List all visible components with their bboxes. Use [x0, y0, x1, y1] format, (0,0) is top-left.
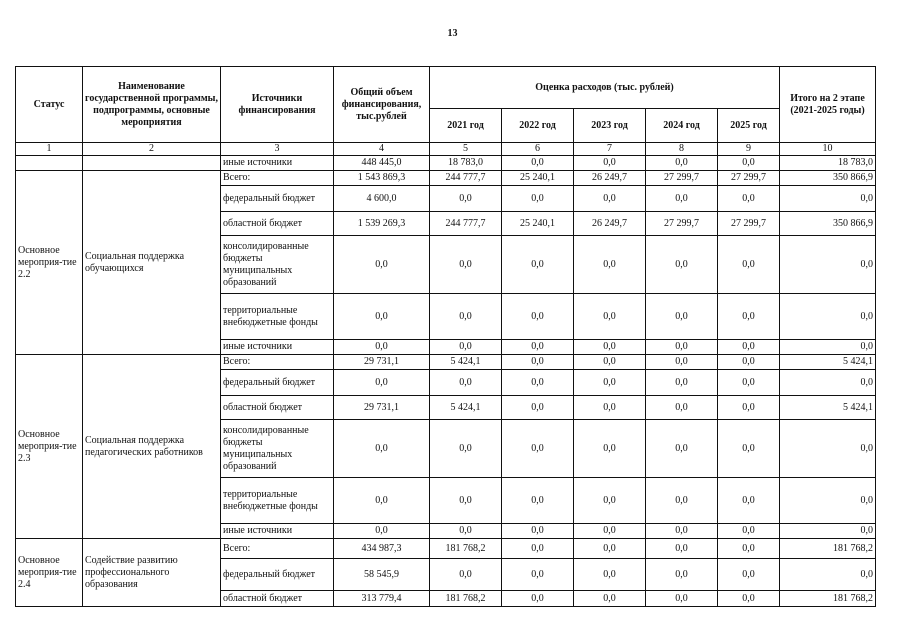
page-number: 13 [447, 28, 458, 39]
source-cell: иные источники [221, 156, 334, 171]
value-cell: 0,0 [718, 539, 780, 559]
value-cell: 0,0 [718, 524, 780, 539]
value-cell: 0,0 [574, 396, 646, 420]
value-cell: 0,0 [780, 186, 876, 212]
value-cell: 0,0 [334, 524, 430, 539]
header-status: Статус [16, 67, 83, 143]
value-cell: 0,0 [502, 355, 574, 370]
program-name-cell: Содействие развитию профессионального образования [83, 539, 221, 607]
value-cell: 0,0 [646, 478, 718, 524]
source-cell: Всего: [221, 355, 334, 370]
status-cell [16, 156, 83, 171]
source-cell: областной бюджет [221, 396, 334, 420]
value-cell: 0,0 [646, 591, 718, 607]
value-cell: 0,0 [502, 539, 574, 559]
value-cell: 0,0 [502, 340, 574, 355]
value-cell: 0,0 [646, 420, 718, 478]
program-name-cell: Социальная поддержка педагогических работников [83, 355, 221, 539]
value-cell: 27 299,7 [646, 212, 718, 236]
value-cell: 0,0 [646, 524, 718, 539]
value-cell: 0,0 [780, 559, 876, 591]
value-cell: 26 249,7 [574, 171, 646, 186]
value-cell: 0,0 [718, 420, 780, 478]
value-cell: 0,0 [574, 370, 646, 396]
header-program-name: Наименование государственной программы, подпрограммы, основные мероприятия [83, 67, 221, 143]
value-cell: 4 600,0 [334, 186, 430, 212]
header-year: 2024 год [646, 109, 718, 143]
value-cell: 0,0 [574, 478, 646, 524]
value-cell: 27 299,7 [646, 171, 718, 186]
value-cell: 27 299,7 [718, 171, 780, 186]
value-cell: 350 866,9 [780, 171, 876, 186]
value-cell: 0,0 [718, 478, 780, 524]
value-cell: 1 539 269,3 [334, 212, 430, 236]
value-cell: 0,0 [718, 370, 780, 396]
header-year: 2025 год [718, 109, 780, 143]
source-cell: консолидированные бюджеты муниципальных образований [221, 236, 334, 294]
source-cell: федеральный бюджет [221, 559, 334, 591]
header-sources: Источники финансирования [221, 67, 334, 143]
value-cell: 181 768,2 [780, 591, 876, 607]
value-cell: 0,0 [646, 186, 718, 212]
value-cell: 244 777,7 [430, 171, 502, 186]
value-cell: 0,0 [574, 236, 646, 294]
status-cell: Основное мероприя-тие 2.2 [16, 171, 83, 355]
value-cell: 0,0 [646, 156, 718, 171]
value-cell: 0,0 [718, 591, 780, 607]
table-body [16, 143, 876, 607]
value-cell: 0,0 [334, 478, 430, 524]
value-cell: 0,0 [502, 156, 574, 171]
source-cell: Всего: [221, 171, 334, 186]
source-cell: областной бюджет [221, 591, 334, 607]
column-number: 2 [83, 143, 221, 156]
column-number: 7 [574, 143, 646, 156]
value-cell: 434 987,3 [334, 539, 430, 559]
value-cell: 26 249,7 [574, 212, 646, 236]
value-cell: 0,0 [780, 340, 876, 355]
value-cell: 0,0 [718, 294, 780, 340]
value-cell: 0,0 [334, 294, 430, 340]
value-cell: 0,0 [502, 396, 574, 420]
value-cell: 0,0 [430, 236, 502, 294]
source-cell: федеральный бюджет [221, 370, 334, 396]
column-number: 3 [221, 143, 334, 156]
value-cell: 0,0 [718, 396, 780, 420]
header-year: 2022 год [502, 109, 574, 143]
value-cell: 29 731,1 [334, 396, 430, 420]
value-cell: 0,0 [574, 294, 646, 340]
header-year: 2021 год [430, 109, 502, 143]
value-cell: 0,0 [646, 340, 718, 355]
value-cell: 0,0 [574, 539, 646, 559]
table-header [16, 67, 876, 143]
value-cell: 25 240,1 [502, 171, 574, 186]
value-cell: 0,0 [430, 340, 502, 355]
value-cell: 0,0 [646, 539, 718, 559]
value-cell: 0,0 [502, 420, 574, 478]
value-cell: 0,0 [574, 559, 646, 591]
value-cell: 58 545,9 [334, 559, 430, 591]
value-cell: 0,0 [646, 396, 718, 420]
value-cell: 0,0 [502, 294, 574, 340]
header-year: 2023 год [574, 109, 646, 143]
value-cell: 0,0 [430, 370, 502, 396]
value-cell: 0,0 [334, 340, 430, 355]
value-cell: 0,0 [646, 294, 718, 340]
value-cell: 0,0 [430, 420, 502, 478]
value-cell: 244 777,7 [430, 212, 502, 236]
source-cell: иные источники [221, 340, 334, 355]
table-row [16, 355, 876, 370]
value-cell: 0,0 [718, 156, 780, 171]
value-cell: 0,0 [574, 355, 646, 370]
value-cell: 313 779,4 [334, 591, 430, 607]
value-cell: 5 424,1 [780, 355, 876, 370]
table-row [16, 539, 876, 559]
source-cell: консолидированные бюджеты муниципальных образований [221, 420, 334, 478]
status-cell: Основное мероприя-тие 2.4 [16, 539, 83, 607]
value-cell: 181 768,2 [780, 539, 876, 559]
value-cell: 350 866,9 [780, 212, 876, 236]
table-row [16, 156, 876, 171]
value-cell: 0,0 [334, 370, 430, 396]
value-cell: 0,0 [718, 340, 780, 355]
header-total-volume: Общий объем финансирования, тыс.рублей [334, 67, 430, 143]
value-cell: 0,0 [780, 478, 876, 524]
value-cell: 0,0 [334, 420, 430, 478]
source-cell: территориальные внебюджетные фонды [221, 478, 334, 524]
value-cell: 0,0 [502, 186, 574, 212]
value-cell: 0,0 [646, 370, 718, 396]
column-number: 4 [334, 143, 430, 156]
value-cell: 0,0 [334, 236, 430, 294]
value-cell: 0,0 [574, 591, 646, 607]
program-name-cell [83, 156, 221, 171]
column-number: 8 [646, 143, 718, 156]
value-cell: 0,0 [502, 591, 574, 607]
value-cell: 181 768,2 [430, 539, 502, 559]
source-cell: Всего: [221, 539, 334, 559]
source-cell: федеральный бюджет [221, 186, 334, 212]
value-cell: 0,0 [574, 420, 646, 478]
source-cell: иные источники [221, 524, 334, 539]
value-cell: 0,0 [780, 420, 876, 478]
value-cell: 0,0 [718, 559, 780, 591]
value-cell: 0,0 [430, 294, 502, 340]
value-cell: 0,0 [502, 478, 574, 524]
value-cell: 181 768,2 [430, 591, 502, 607]
value-cell: 5 424,1 [430, 355, 502, 370]
budget-table [15, 66, 876, 607]
header-stage-total: Итого на 2 этапе (2021-2025 годы) [780, 67, 876, 143]
value-cell: 0,0 [780, 236, 876, 294]
column-number: 10 [780, 143, 876, 156]
value-cell: 0,0 [646, 355, 718, 370]
value-cell: 0,0 [646, 236, 718, 294]
value-cell: 0,0 [718, 186, 780, 212]
source-cell: областной бюджет [221, 212, 334, 236]
value-cell: 0,0 [780, 524, 876, 539]
value-cell: 0,0 [430, 478, 502, 524]
column-number: 6 [502, 143, 574, 156]
value-cell: 0,0 [646, 559, 718, 591]
value-cell: 0,0 [780, 370, 876, 396]
column-number-row [16, 143, 876, 156]
value-cell: 5 424,1 [780, 396, 876, 420]
value-cell: 25 240,1 [502, 212, 574, 236]
value-cell: 0,0 [574, 340, 646, 355]
value-cell: 0,0 [502, 559, 574, 591]
column-number: 9 [718, 143, 780, 156]
value-cell: 18 783,0 [430, 156, 502, 171]
value-cell: 0,0 [574, 186, 646, 212]
status-cell: Основное мероприя-тие 2.3 [16, 355, 83, 539]
value-cell: 18 783,0 [780, 156, 876, 171]
value-cell: 1 543 869,3 [334, 171, 430, 186]
header-expense-estimate: Оценка расходов (тыс. рублей) [430, 67, 780, 109]
value-cell: 0,0 [574, 524, 646, 539]
value-cell: 0,0 [502, 236, 574, 294]
value-cell: 0,0 [780, 294, 876, 340]
value-cell: 0,0 [502, 524, 574, 539]
source-cell: территориальные внебюджетные фонды [221, 294, 334, 340]
value-cell: 0,0 [718, 236, 780, 294]
value-cell: 0,0 [430, 559, 502, 591]
value-cell: 0,0 [718, 355, 780, 370]
value-cell: 0,0 [430, 524, 502, 539]
column-number: 1 [16, 143, 83, 156]
value-cell: 27 299,7 [718, 212, 780, 236]
value-cell: 29 731,1 [334, 355, 430, 370]
value-cell: 0,0 [430, 186, 502, 212]
value-cell: 0,0 [502, 370, 574, 396]
value-cell: 5 424,1 [430, 396, 502, 420]
column-number: 5 [430, 143, 502, 156]
program-name-cell: Социальная поддержка обучающихся [83, 171, 221, 355]
table-row [16, 171, 876, 186]
value-cell: 0,0 [574, 156, 646, 171]
value-cell: 448 445,0 [334, 156, 430, 171]
